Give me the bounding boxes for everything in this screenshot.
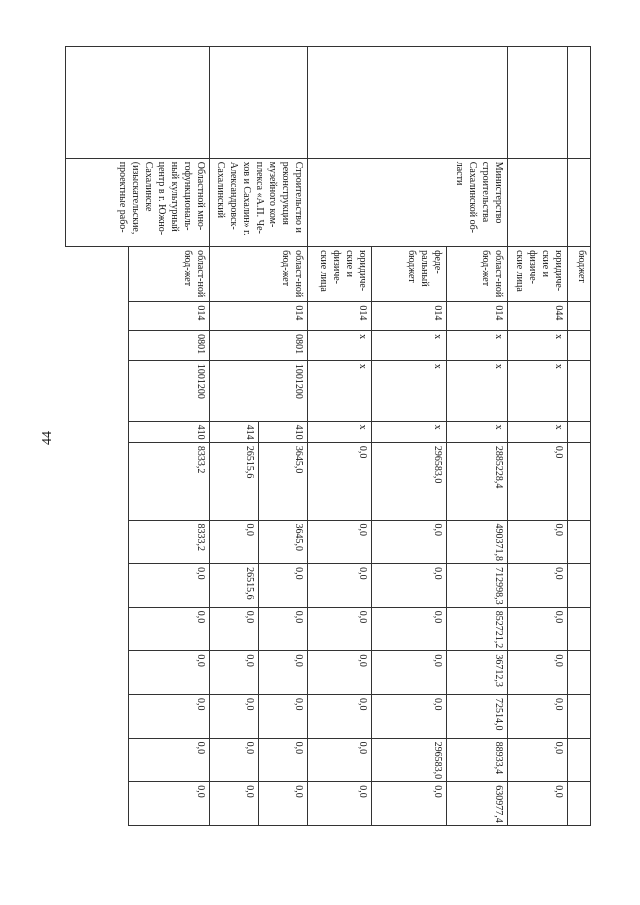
cell-rz: 0801 — [129, 331, 210, 361]
cell-total: 0,0 — [508, 442, 568, 520]
table-row — [129, 47, 210, 826]
cell-rz — [568, 331, 591, 361]
cell-year: 0,0 — [508, 564, 568, 608]
cell-year: 72514,0 — [447, 695, 508, 739]
cell-year: 0,0 — [308, 651, 372, 695]
cell-blank — [66, 47, 210, 159]
cell-year: 0,0 — [129, 782, 210, 826]
cell-year — [66, 651, 129, 695]
cell-year: 0,0 — [372, 782, 447, 826]
cell-grbs: 014 — [372, 302, 447, 331]
cell-year: 8333,2 — [129, 520, 210, 564]
cell-year — [568, 520, 591, 564]
cell-blank — [210, 47, 308, 159]
cell-grbs: 044 — [508, 302, 568, 331]
cell-csr: х — [508, 360, 568, 421]
cell-year — [568, 651, 591, 695]
cell-year: 88933,4 — [447, 738, 508, 782]
cell-year: 26515,6 — [210, 564, 259, 608]
cell-source: юридиче-ские и физиче-ские лица — [308, 247, 372, 302]
cell-year: 0,0 — [508, 782, 568, 826]
cell-year: 0,0 — [508, 695, 568, 739]
cell-year: 0,0 — [372, 520, 447, 564]
cell-year — [66, 738, 129, 782]
cell-grbs — [568, 302, 591, 331]
cell-source: бюджет — [568, 247, 591, 302]
cell-year — [66, 520, 129, 564]
cell-year: 0,0 — [259, 564, 308, 608]
cell-year: 36712,3 — [447, 651, 508, 695]
cell-year — [66, 782, 129, 826]
cell-source: юридиче-ские и физиче-ские лица — [508, 247, 568, 302]
cell-year: 0,0 — [308, 607, 372, 651]
cell-year — [66, 695, 129, 739]
cell-year: 0,0 — [308, 782, 372, 826]
cell-vr: х — [508, 421, 568, 442]
cell-year: 852721,2 — [447, 607, 508, 651]
cell-csr: х — [372, 360, 447, 421]
cell-year: 0,0 — [210, 520, 259, 564]
cell-year — [568, 607, 591, 651]
cell-year: 3645,0 — [259, 520, 308, 564]
cell-vr: х — [447, 421, 508, 442]
cell-year: 0,0 — [210, 782, 259, 826]
cell-year — [568, 738, 591, 782]
cell-year: 0,0 — [372, 564, 447, 608]
cell-vr — [568, 421, 591, 442]
cell-vr: х — [308, 421, 372, 442]
cell-name — [508, 158, 568, 246]
cell-blank — [308, 47, 508, 159]
cell-year: 0,0 — [259, 695, 308, 739]
cell-grbs: 014 — [447, 302, 508, 331]
cell-year: 0,0 — [308, 520, 372, 564]
cell-year: 0,0 — [508, 651, 568, 695]
cell-source: феде-ральный бюджет — [372, 247, 447, 302]
cell-total: 296583,0 — [372, 442, 447, 520]
cell-year: 0,0 — [259, 738, 308, 782]
cell-vr — [66, 421, 129, 442]
cell-rz: х — [508, 331, 568, 361]
cell-year — [66, 607, 129, 651]
cell-grbs: 014 — [308, 302, 372, 331]
cell-year: 0,0 — [372, 695, 447, 739]
cell-year: 0,0 — [129, 607, 210, 651]
cell-year: 0,0 — [129, 651, 210, 695]
cell-csr: 1001200 — [210, 360, 308, 421]
cell-rz — [66, 331, 129, 361]
cell-year: 630977,4 — [447, 782, 508, 826]
table-row — [259, 47, 308, 826]
cell-csr: 1001200 — [129, 360, 210, 421]
cell-year: 296583,0 — [372, 738, 447, 782]
cell-blank — [568, 47, 591, 159]
cell-csr: х — [308, 360, 372, 421]
cell-csr — [66, 360, 129, 421]
cell-rz: 0801 — [210, 331, 308, 361]
cell-name — [568, 158, 591, 246]
cell-grbs: 014 — [129, 302, 210, 331]
cell-year: 0,0 — [259, 607, 308, 651]
cell-year: 0,0 — [210, 738, 259, 782]
budget-table-rotated — [94, 46, 591, 826]
cell-csr: х — [447, 360, 508, 421]
budget-table — [66, 46, 592, 826]
cell-source: област-ной бюд-жет — [129, 247, 210, 302]
cell-total: 2885228,4 — [447, 442, 508, 520]
cell-year: 0,0 — [308, 738, 372, 782]
cell-source: област-ной бюд-жет — [210, 247, 308, 302]
cell-total: 8333,2 — [129, 442, 210, 520]
cell-grbs — [66, 302, 129, 331]
cell-year — [568, 782, 591, 826]
cell-total — [66, 442, 129, 520]
cell-csr — [568, 360, 591, 421]
cell-year: 0,0 — [372, 607, 447, 651]
page-number: 44 — [40, 431, 55, 445]
cell-rz: х — [372, 331, 447, 361]
table-row — [447, 47, 508, 826]
cell-name: Министерство строительства Сахалинской об-ласти — [308, 158, 508, 246]
cell-year: 0,0 — [372, 651, 447, 695]
cell-year: 0,0 — [308, 695, 372, 739]
cell-year: 0,0 — [259, 651, 308, 695]
cell-year: 0,0 — [508, 607, 568, 651]
cell-year: 0,0 — [129, 695, 210, 739]
cell-name: Областной мно-гофункциональ-ный культурный центр в г. Южно-Сахалинске (изыскательские, проектные рабо- — [66, 158, 210, 246]
cell-total — [568, 442, 591, 520]
cell-vr: х — [372, 421, 447, 442]
cell-year: 0,0 — [129, 564, 210, 608]
cell-year: 0,0 — [129, 738, 210, 782]
cell-year: 712998,3 — [447, 564, 508, 608]
cell-year: 0,0 — [210, 607, 259, 651]
cell-rz: х — [447, 331, 508, 361]
cell-rz: х — [308, 331, 372, 361]
cell-year: 0,0 — [259, 782, 308, 826]
cell-year: 0,0 — [308, 564, 372, 608]
cell-source — [66, 247, 129, 302]
cell-total: 0,0 — [308, 442, 372, 520]
table-row — [508, 47, 568, 826]
cell-year: 0,0 — [210, 695, 259, 739]
table-row — [568, 47, 591, 826]
cell-vr: 410 — [259, 421, 308, 442]
cell-year: 0,0 — [508, 738, 568, 782]
cell-year: 0,0 — [508, 520, 568, 564]
cell-total: 26515,6 — [210, 442, 259, 520]
cell-total: 3645,0 — [259, 442, 308, 520]
cell-year — [568, 695, 591, 739]
cell-year — [66, 564, 129, 608]
cell-year: 0,0 — [210, 651, 259, 695]
cell-source: област-ной бюд-жет — [447, 247, 508, 302]
cell-grbs: 014 — [210, 302, 308, 331]
cell-year: 490371,8 — [447, 520, 508, 564]
cell-vr: 410 — [129, 421, 210, 442]
cell-vr: 414 — [210, 421, 259, 442]
cell-name: Строительство и реконструкция музейного ком-плекса «А.П. Че-хов и Сахалин» г. Александровск-Сахалинский — [210, 158, 308, 246]
cell-year — [568, 564, 591, 608]
cell-blank — [508, 47, 568, 159]
